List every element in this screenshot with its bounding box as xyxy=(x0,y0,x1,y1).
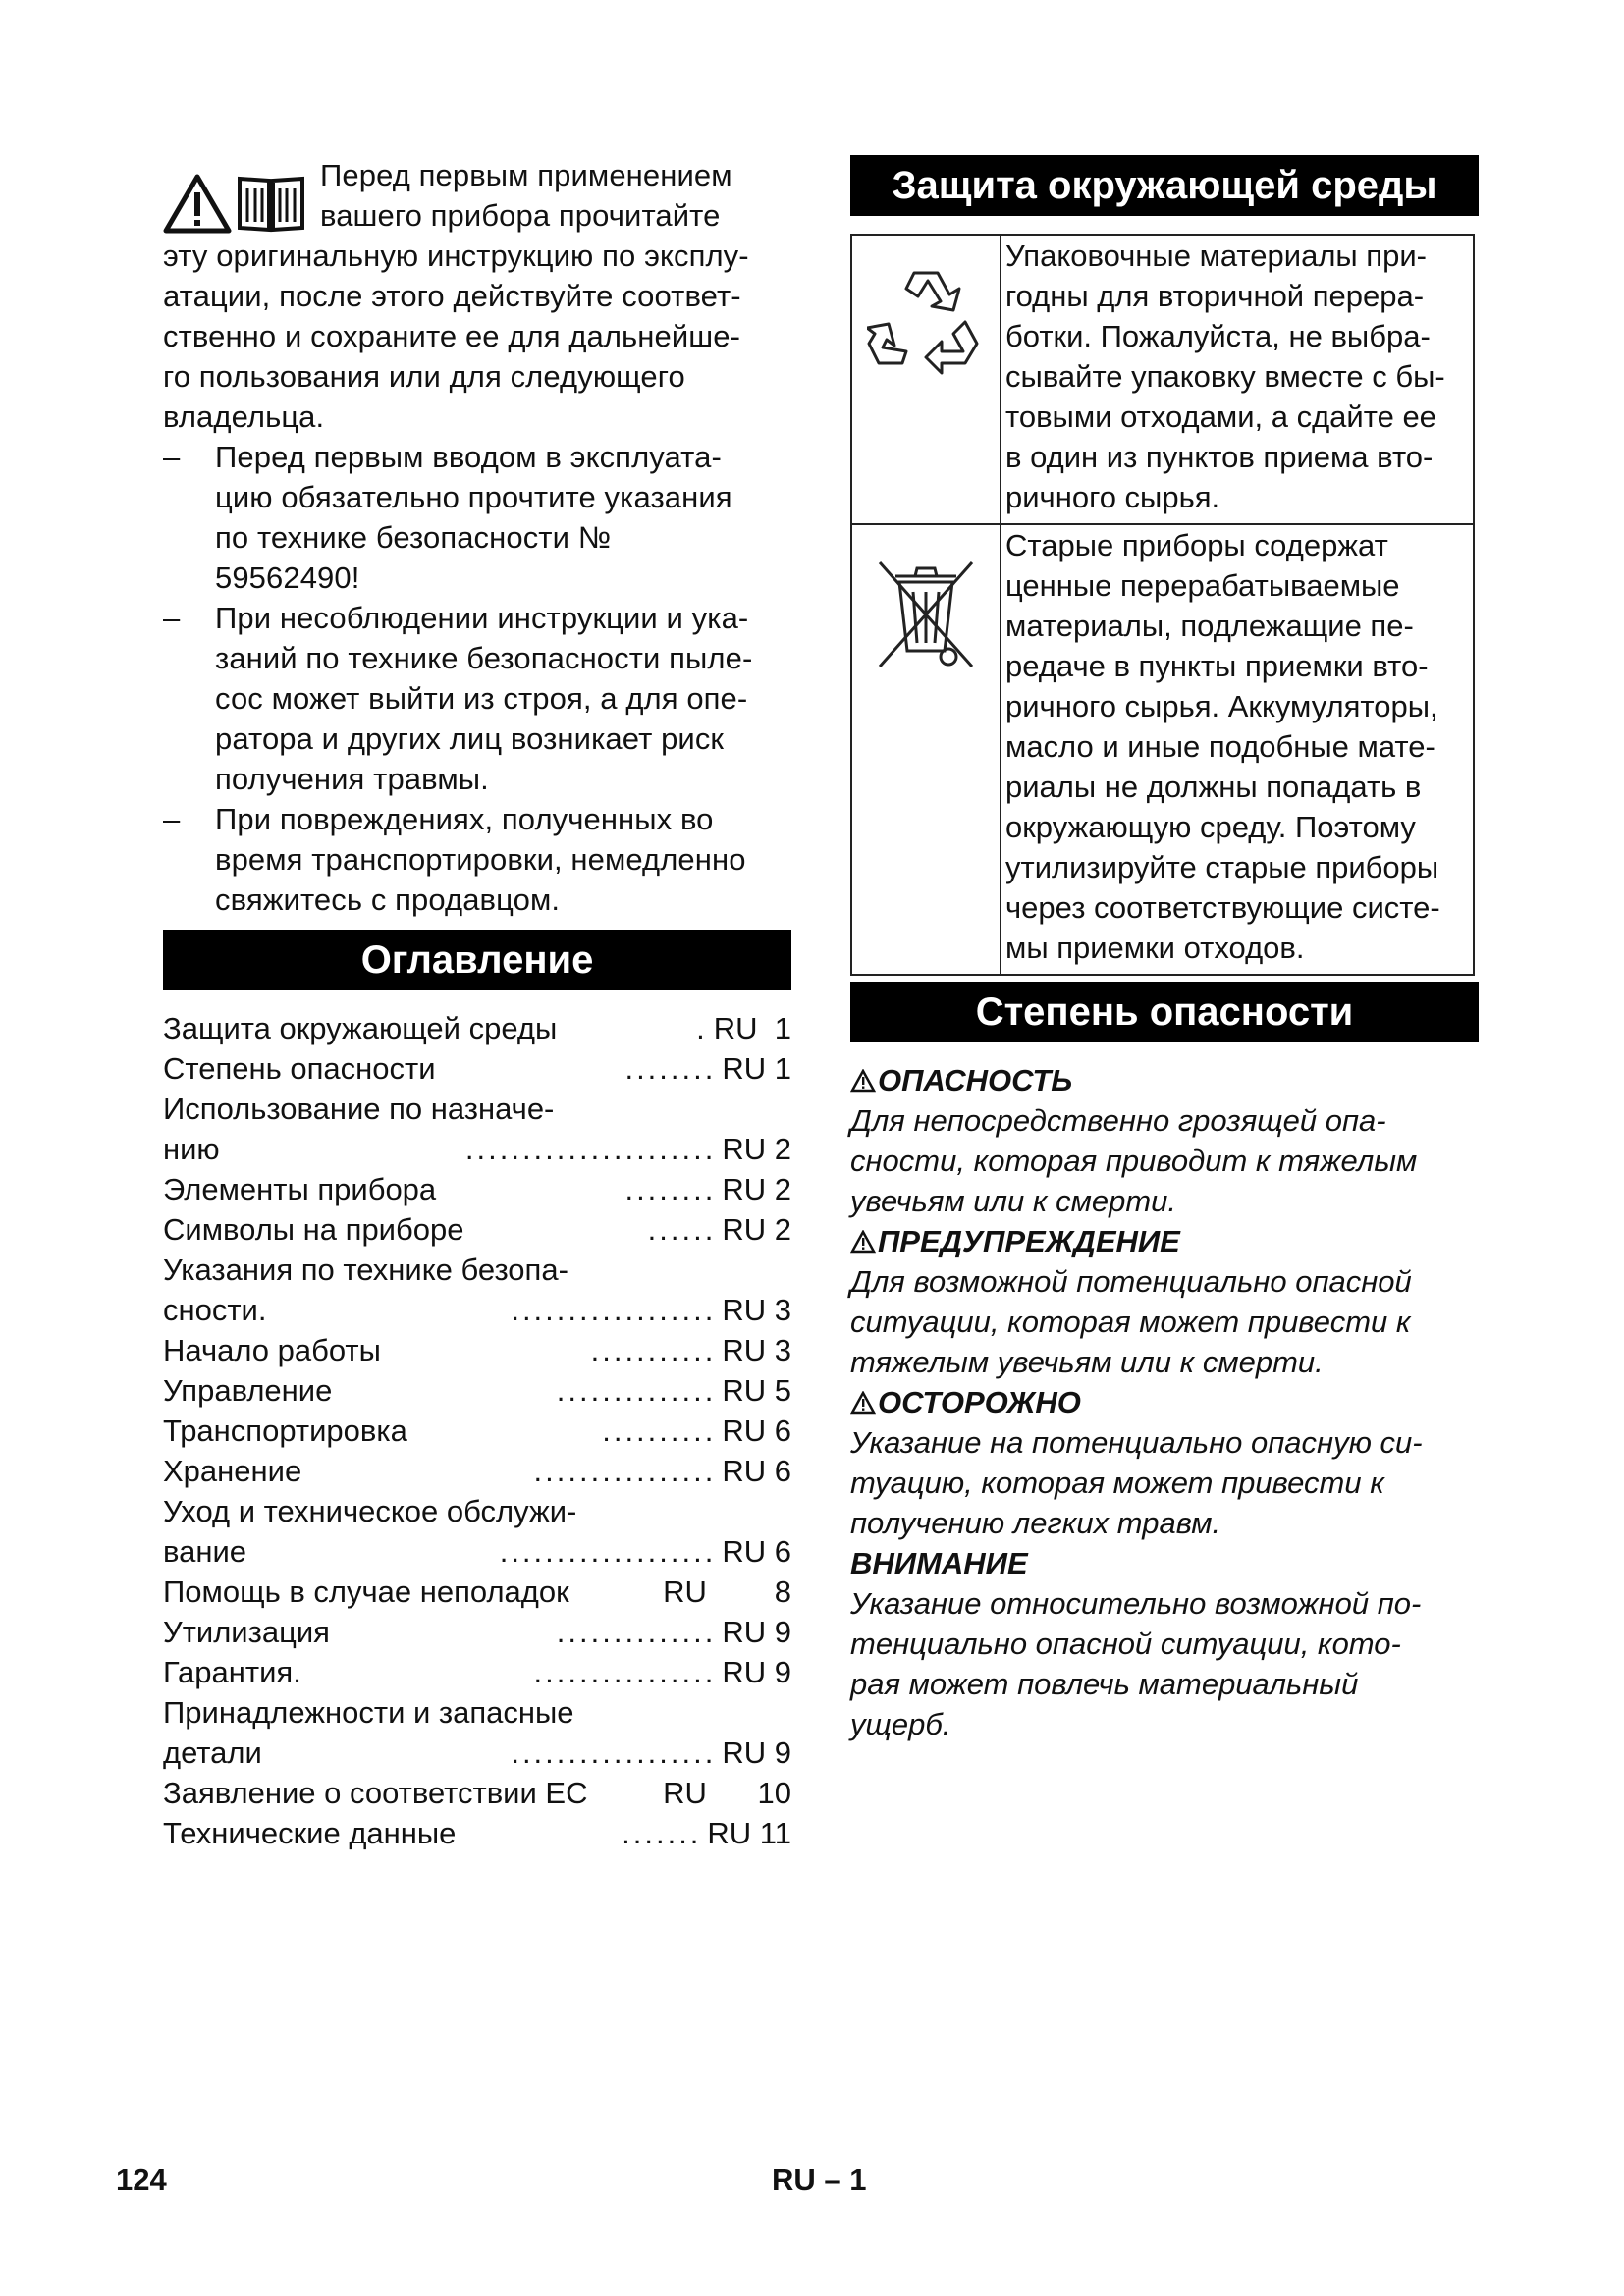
toc-leader-dots: ................ xyxy=(533,1454,717,1488)
toc-entry xyxy=(163,1572,791,1612)
bullet-dash: – xyxy=(163,440,181,474)
bullet-line: получения травмы. xyxy=(215,762,489,796)
toc-entry-first-line: Использование по назначе- xyxy=(163,1092,555,1126)
bullet-item xyxy=(163,799,791,920)
hazard-label-text: ОСТОРОЖНО xyxy=(878,1385,1081,1419)
table-line: окружающую среду. Поэтому xyxy=(1005,810,1416,844)
toc-entry-title: Утилизация xyxy=(163,1615,330,1649)
hazard-description-line: сности, которая приводит к тяжелым xyxy=(850,1144,1418,1178)
toc-entry xyxy=(163,1129,791,1169)
toc-entry-page: RU 8 xyxy=(663,1575,791,1609)
toc-entry-title: Степень опасности xyxy=(163,1051,436,1086)
bullet-item xyxy=(163,598,791,799)
hazard-description-line: ущерб. xyxy=(850,1707,951,1741)
toc-leader-dots: .......... xyxy=(602,1414,717,1448)
intro-line: го пользования или для следующего xyxy=(163,359,685,394)
hazard-description-line: тяжелым увечьям или к смерти. xyxy=(850,1345,1324,1379)
toc-entry-title: Транспортировка xyxy=(163,1414,407,1448)
table-line: Упаковочные материалы при- xyxy=(1005,239,1427,273)
left-column xyxy=(163,155,791,1853)
toc-entry-page: RU 9 xyxy=(722,1655,791,1689)
hazard-description-line: получению легких травм. xyxy=(850,1506,1221,1540)
table-line: ричного сырья. xyxy=(1005,480,1220,514)
hazard-description-line: тенциально опасной ситуации, кото- xyxy=(850,1627,1401,1661)
toc-entry-page: RU 11 xyxy=(707,1816,791,1850)
table-line: товыми отходами, а сдайте ее xyxy=(1005,400,1436,434)
hazard-label-text: ПРЕДУПРЕЖДЕНИЕ xyxy=(878,1224,1180,1258)
bullet-line: по технике безопасности № xyxy=(215,520,612,555)
hazard-label-text: ОПАСНОСТЬ xyxy=(878,1063,1073,1097)
table-line: утилизируйте старые приборы xyxy=(1005,850,1439,884)
toc-entry xyxy=(163,1813,791,1853)
table-line: ботки. Пожалуйста, не выбра- xyxy=(1005,319,1431,353)
bullet-dash: – xyxy=(163,601,181,635)
toc-entry-page: RU 1 xyxy=(713,1011,791,1045)
toc-entry-page: RU 9 xyxy=(722,1735,791,1770)
toc-entry-page: RU 9 xyxy=(722,1615,791,1649)
intro-line: владельца. xyxy=(163,400,325,434)
toc-leader-dots: .............. xyxy=(556,1615,717,1649)
toc-entry-title: Технические данные xyxy=(163,1816,457,1850)
table-of-contents xyxy=(163,1008,791,1853)
toc-entry xyxy=(163,1290,791,1330)
toc-entry-page: RU 3 xyxy=(722,1333,791,1367)
intro-paragraph xyxy=(163,155,791,437)
table-row xyxy=(851,524,1474,975)
toc-entry xyxy=(163,1451,791,1491)
bullet-line: 59562490! xyxy=(215,561,360,595)
toc-entry-first-line: Указания по технике безопа- xyxy=(163,1253,568,1287)
table-line: Старые приборы содержат xyxy=(1005,528,1388,562)
hazard-description-line: ситуации, которая может привести к xyxy=(850,1305,1411,1339)
crossed-bin-icon-cell xyxy=(851,524,1001,975)
toc-entry xyxy=(163,1048,791,1089)
crossed-bin-icon xyxy=(872,549,980,676)
toc-entry-title: Элементы прибора xyxy=(163,1172,437,1206)
bullet-line: ратора и других лиц возникает риск xyxy=(215,721,725,756)
warning-triangle-icon xyxy=(850,1069,876,1093)
toc-leader-dots: ...... xyxy=(647,1212,717,1247)
warning-triangle-icon xyxy=(850,1391,876,1415)
hazard-label xyxy=(850,1382,1479,1422)
bullet-line: сос может выйти из строя, а для опе- xyxy=(215,681,748,716)
toc-entry-title: вание xyxy=(163,1534,247,1569)
bullet-item xyxy=(163,437,791,598)
toc-entry xyxy=(163,1169,791,1209)
table-line: годны для вторичной перера- xyxy=(1005,279,1425,313)
toc-leader-dots: . xyxy=(696,1011,708,1045)
hazard-description-line: туацию, которая может привести к xyxy=(850,1466,1384,1500)
hazard-label-text: ВНИМАНИЕ xyxy=(850,1546,1028,1580)
bullet-line: заний по технике безопасности пыле- xyxy=(215,641,753,675)
bullet-dash: – xyxy=(163,802,181,836)
toc-entry-title: сности. xyxy=(163,1293,267,1327)
toc-leader-dots: .................. xyxy=(511,1735,717,1770)
toc-entry-title: Управление xyxy=(163,1373,333,1408)
hazard-label xyxy=(850,1221,1479,1261)
manual-book-icon xyxy=(236,173,306,234)
toc-leader-dots: ........... xyxy=(590,1333,717,1367)
toc-entry-title: нию xyxy=(163,1132,220,1166)
toc-entry-page: RU 6 xyxy=(722,1414,791,1448)
toc-leader-dots: ....... xyxy=(622,1816,702,1850)
toc-entry-title: Гарантия. xyxy=(163,1655,301,1689)
intro-line: атации, после этого действуйте соответ- xyxy=(163,279,741,313)
toc-leader-dots xyxy=(569,1572,663,1612)
hazard-levels-heading: Степень опасности xyxy=(850,982,1479,1042)
toc-entry-page: RU 2 xyxy=(722,1172,791,1206)
toc-entry-page: RU 1 xyxy=(722,1051,791,1086)
bullet-line: При несоблюдении инструкции и ука- xyxy=(215,601,749,635)
table-line: ценные перерабатываемые xyxy=(1005,568,1400,603)
intro-beside-icons xyxy=(312,155,732,236)
bullet-line: При повреждениях, полученных во xyxy=(215,802,714,836)
toc-entry-page: RU 5 xyxy=(722,1373,791,1408)
page-number: 124 xyxy=(116,2163,167,2197)
recycling-icon xyxy=(867,259,985,377)
table-line: редаче в пункты приемки вто- xyxy=(1005,649,1429,683)
hazard-description-line: Указание на потенциально опасную си- xyxy=(850,1425,1423,1460)
toc-leader-dots: ........ xyxy=(624,1172,717,1206)
toc-leader-dots: .............. xyxy=(556,1373,717,1408)
table-row xyxy=(851,235,1474,524)
toc-entry-title: Начало работы xyxy=(163,1333,381,1367)
hazard-description-line: рая может повлечь материальный xyxy=(850,1667,1359,1701)
toc-entry-page: RU 3 xyxy=(722,1293,791,1327)
hazard-levels xyxy=(850,1060,1479,1744)
intro-line: ственно и сохраните ее для дальнейше- xyxy=(163,319,740,353)
safety-bullet-list xyxy=(163,437,791,920)
bullet-line: время транспортировки, немедленно xyxy=(215,842,746,877)
toc-entry-first-line: Принадлежности и запасные xyxy=(163,1695,574,1730)
table-line: масло и иные подобные мате- xyxy=(1005,729,1435,764)
toc-entry-first-line: Уход и техническое обслужи- xyxy=(163,1494,577,1528)
warning-triangle-icon xyxy=(163,173,232,234)
toc-entry xyxy=(163,1209,791,1250)
toc-leader-dots xyxy=(588,1773,664,1813)
toc-entry xyxy=(163,1773,791,1813)
table-line: мы приемки отходов. xyxy=(1005,931,1305,965)
old-devices-text-cell xyxy=(1001,524,1474,975)
section-page-label: RU – 1 xyxy=(772,2163,867,2197)
bullet-line: свяжитесь с продавцом. xyxy=(215,882,561,917)
environment-table xyxy=(850,234,1475,976)
warning-triangle-icon xyxy=(850,1230,876,1254)
toc-leader-dots: ................... xyxy=(499,1534,717,1569)
toc-entry-title: Хранение xyxy=(163,1454,302,1488)
toc-entry-title: Помощь в случае неполадок xyxy=(163,1575,569,1609)
toc-leader-dots: .................. xyxy=(511,1293,717,1327)
bullet-line: Перед первым вводом в эксплуата- xyxy=(215,440,722,474)
toc-leader-dots: ...................... xyxy=(464,1132,717,1166)
recycling-icon-cell xyxy=(851,235,1001,524)
toc-leader-dots: ........ xyxy=(624,1051,717,1086)
toc-leader-dots: ................ xyxy=(533,1655,717,1689)
toc-entry xyxy=(163,1330,791,1370)
toc-entry-page: RU 6 xyxy=(722,1534,791,1569)
toc-entry-title: детали xyxy=(163,1735,262,1770)
table-line: материалы, подлежащие пе- xyxy=(1005,609,1414,643)
toc-entry-page: RU 2 xyxy=(722,1132,791,1166)
intro-line: Перед первым применением xyxy=(320,158,732,192)
environment-heading: Защита окружающей среды xyxy=(850,155,1479,216)
toc-entry-page: RU 10 xyxy=(663,1776,791,1810)
table-line: риалы не должны попадать в xyxy=(1005,770,1422,804)
intro-line: вашего прибора прочитайте xyxy=(320,198,721,233)
right-column xyxy=(850,155,1479,1744)
hazard-description-line: Для непосредственно грозящей опа- xyxy=(850,1103,1386,1138)
table-line: ричного сырья. Аккумуляторы, xyxy=(1005,689,1438,723)
toc-entry-title: Защита окружающей среды xyxy=(163,1011,558,1045)
hazard-description-line: Указание относительно возможной по- xyxy=(850,1586,1422,1621)
toc-entry-page: RU 6 xyxy=(722,1454,791,1488)
toc-entry xyxy=(163,1370,791,1411)
hazard-description-line: увечьям или к смерти. xyxy=(850,1184,1177,1218)
toc-entry xyxy=(163,1733,791,1773)
intro-icons xyxy=(163,155,312,234)
toc-entry xyxy=(163,1612,791,1652)
table-line: через соответствующие систе- xyxy=(1005,890,1440,925)
toc-entry xyxy=(163,1411,791,1451)
toc-entry-title: Заявление о соответствии ЕС xyxy=(163,1776,588,1810)
toc-entry xyxy=(163,1008,791,1048)
toc-entry xyxy=(163,1531,791,1572)
table-line: в один из пунктов приема вто- xyxy=(1005,440,1434,474)
intro-line: эту оригинальную инструкцию по эксплу- xyxy=(163,239,749,273)
hazard-label xyxy=(850,1543,1479,1583)
toc-entry-title: Символы на приборе xyxy=(163,1212,464,1247)
toc-entry xyxy=(163,1652,791,1692)
hazard-label xyxy=(850,1060,1479,1100)
toc-heading: Оглавление xyxy=(163,930,791,990)
bullet-line: цию обязательно прочтите указания xyxy=(215,480,732,514)
toc-entry-page: RU 2 xyxy=(722,1212,791,1247)
table-line: сывайте упаковку вместе с бы- xyxy=(1005,359,1445,394)
hazard-description-line: Для возможной потенциально опасной xyxy=(850,1264,1412,1299)
packaging-text-cell xyxy=(1001,235,1474,524)
